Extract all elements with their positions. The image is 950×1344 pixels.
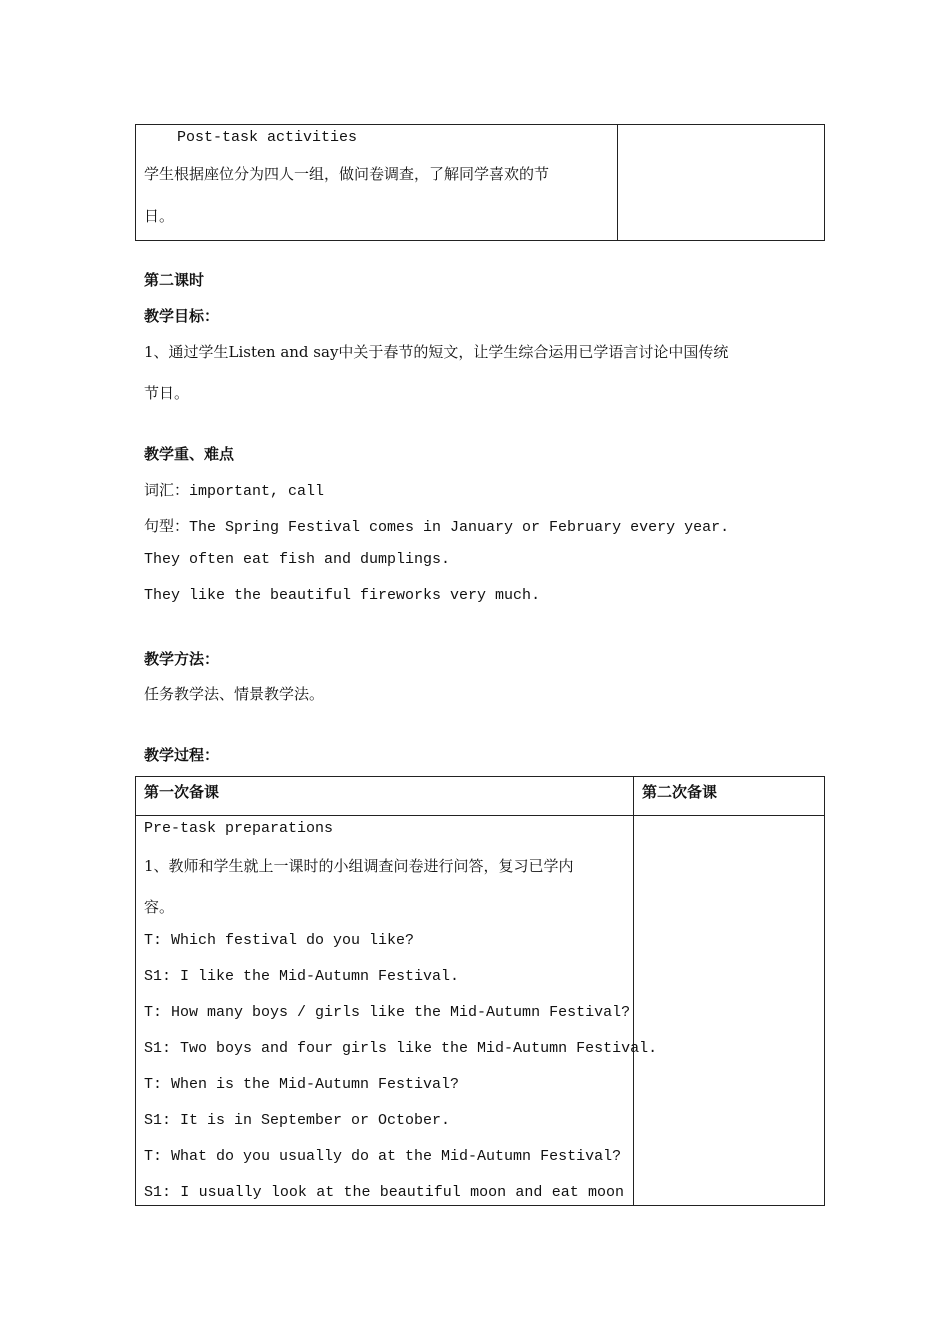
table-row: T: Which festival do you like? (144, 932, 415, 949)
table-cell-text: 日。 (144, 207, 175, 225)
vocabulary-text: 词汇：important, call (144, 483, 325, 500)
objective-text: 节日。 (144, 384, 190, 402)
table-cell-text: Post-task activities (177, 129, 358, 146)
table-divider (617, 124, 618, 241)
table-row: S1: I usually look at the beautiful moon and eat moon (144, 1184, 624, 1201)
table-row: T: When is the Mid-Autumn Festival? (144, 1076, 460, 1093)
table-row: S1: Two boys and four girls like the Mid-Autumn Festival. (144, 1040, 658, 1057)
objectives-heading: 教学目标： (144, 307, 220, 325)
sentence-text: They like the beautiful fireworks very much. (144, 587, 541, 604)
methods-heading: 教学方法： (144, 650, 220, 668)
table-header-second: 第二次备课 (642, 783, 718, 801)
table-header-divider (135, 815, 825, 816)
table-row: T: What do you usually do at the Mid-Autumn Festival? (144, 1148, 622, 1165)
table-row: Pre-task preparations (144, 820, 334, 837)
table-row: 1、教师和学生就上一课时的小组调查问卷进行问答，复习已学内 (144, 857, 574, 875)
table-row: S1: It is in September or October. (144, 1112, 451, 1129)
lesson-title: 第二课时 (144, 271, 205, 289)
table-row: 容。 (144, 898, 175, 916)
objective-text: 1、通过学生Listen and say中关于春节的短文，让学生综合运用已学语言讨论中国传统 (144, 343, 729, 361)
methods-text: 任务教学法、情景教学法。 (144, 685, 325, 703)
sentence-text: They often eat fish and dumplings. (144, 551, 451, 568)
table-row: T: How many boys / girls like the Mid-Autumn Festival? (144, 1004, 631, 1021)
table-column-divider (633, 776, 634, 1206)
lesson-plan-table (135, 776, 825, 1206)
sentence-text: 句型：The Spring Festival comes in January or February every year. (144, 519, 730, 536)
keypoints-heading: 教学重、难点 (144, 445, 235, 463)
table-header-first: 第一次备课 (144, 783, 220, 801)
process-heading: 教学过程： (144, 746, 220, 764)
table-cell-text: 学生根据座位分为四人一组，做问卷调查，了解同学喜欢的节 (144, 165, 550, 183)
table-row: S1: I like the Mid-Autumn Festival. (144, 968, 460, 985)
